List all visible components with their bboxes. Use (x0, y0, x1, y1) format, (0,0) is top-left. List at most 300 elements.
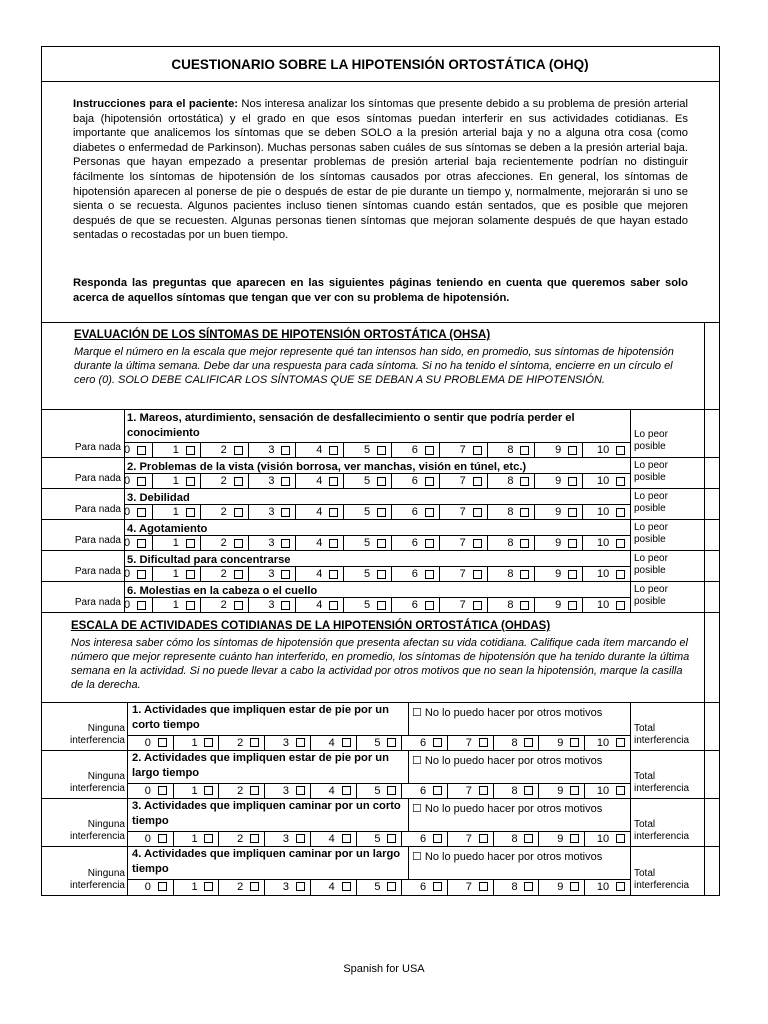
ohsa-item-6-scale-number: 1 (172, 598, 179, 611)
ohsa-left-label: Para nada (74, 566, 121, 577)
ohdas-item-4-scale-option-5[interactable] (356, 879, 402, 895)
ohdas-scale-checkbox[interactable] (616, 834, 625, 843)
ohsa-item-4-scale (124, 535, 630, 550)
ohsa-item-3-scale-checkbox[interactable] (377, 508, 386, 517)
ohsa-item-6-scale-checkbox[interactable] (186, 601, 195, 610)
ohdas-scale-checkbox[interactable] (296, 834, 305, 843)
ohsa-item-1-scale-number: 0 (124, 443, 131, 456)
ohdas-scale-checkbox[interactable] (570, 882, 579, 891)
ohdas-scale-checkbox[interactable] (433, 834, 442, 843)
ohsa-item-6-scale-checkbox[interactable] (616, 601, 625, 610)
ohdas-item-2-scale-option-9[interactable] (538, 783, 584, 798)
ohsa-item-6-scale-checkbox[interactable] (329, 601, 338, 610)
ohsa-item-6-scale-option-7[interactable] (439, 597, 487, 612)
ohsa-item-1-scale-option-1[interactable] (152, 442, 200, 457)
ohdas-right-label-rule (630, 702, 631, 896)
ohdas-scale-checkbox[interactable] (616, 786, 625, 795)
ohdas-item-1-scale-option-1[interactable] (173, 735, 219, 750)
ohdas-item-4-scale-option-6[interactable] (401, 879, 447, 895)
ohdas-scale-checkbox[interactable] (479, 786, 488, 795)
ohsa-item-5-scale (124, 566, 630, 581)
ohsa-item-1-scale-option-3[interactable] (248, 442, 296, 457)
ohsa-item-1-scale-option-0[interactable] (124, 442, 152, 457)
ohdas-scale-checkbox[interactable] (296, 786, 305, 795)
ohdas-split-rule (408, 750, 409, 784)
ohdas-scale-number: 8 (511, 833, 518, 845)
ohdas-scale-checkbox[interactable] (570, 738, 579, 747)
ohsa-item-5-scale-option-8[interactable] (487, 566, 535, 581)
ohsa-item-5-scale-number: 3 (268, 567, 275, 580)
page-border-left (41, 46, 42, 896)
ohdas-item-3-scale-option-5[interactable] (356, 831, 402, 846)
ohsa-item-2-scale-option-7[interactable] (439, 473, 487, 488)
ohsa-item-4-scale-checkbox[interactable] (425, 539, 434, 548)
ohsa-right-label: Lo peor posible (634, 522, 668, 545)
ohdas-item-3-scale-option-4[interactable] (310, 831, 356, 846)
ohsa-item-3-scale-checkbox[interactable] (137, 508, 146, 517)
ohsa-item-6-scale-checkbox[interactable] (137, 601, 146, 610)
ohdas-item-1-scale-option-7[interactable] (447, 735, 493, 750)
ohsa-left-label: Para nada (74, 442, 121, 453)
ohsa-item-4-scale-option-6[interactable] (391, 535, 439, 550)
ohsa-item-1-scale-checkbox[interactable] (137, 446, 146, 455)
ohsa-item-3-scale-option-1[interactable] (152, 504, 200, 519)
ohsa-item-4-scale-checkbox[interactable] (520, 539, 529, 548)
ohdas-scale-checkbox[interactable] (158, 834, 167, 843)
ohsa-item-1-scale-checkbox[interactable] (329, 446, 338, 455)
ohdas-scale-checkbox[interactable] (479, 738, 488, 747)
ohsa-item-3-scale-checkbox[interactable] (568, 508, 577, 517)
ohdas-scale-checkbox[interactable] (342, 786, 351, 795)
ohsa-item-2-scale-option-1[interactable] (152, 473, 200, 488)
ohdas-scale-number: 3 (282, 881, 289, 893)
ohdas-item-2-scale-option-1[interactable] (173, 783, 219, 798)
ohdas-scale-checkbox[interactable] (616, 738, 625, 747)
ohsa-item-1-scale-option-7[interactable] (439, 442, 487, 457)
ohsa-item-2-scale-option-6[interactable] (391, 473, 439, 488)
ohdas-item-2-scale-option-5[interactable] (356, 783, 402, 798)
ohsa-item-6-scale-option-2[interactable] (200, 597, 248, 612)
ohsa-item-1-scale-checkbox[interactable] (377, 446, 386, 455)
ohsa-item-2-scale-number: 1 (172, 474, 179, 487)
ohsa-item-1-scale-option-2[interactable] (200, 442, 248, 457)
ohsa-item-4-scale-option-8[interactable] (487, 535, 535, 550)
ohdas-item-1-scale-option-8[interactable] (493, 735, 539, 750)
ohdas-scale-number: 1 (191, 785, 198, 797)
ohsa-item-3-scale-option-9[interactable] (534, 504, 582, 519)
ohsa-row-bottom-rule (41, 457, 720, 458)
ohsa-item-2-scale-number: 3 (268, 474, 275, 487)
ohsa-item-6-scale-option-4[interactable] (295, 597, 343, 612)
ohsa-item-4-scale-option-7[interactable] (439, 535, 487, 550)
ohdas-item-1-scale-option-6[interactable] (401, 735, 447, 750)
ohdas-item-4-scale-option-8[interactable] (493, 879, 539, 895)
ohsa-item-2-scale-option-5[interactable] (343, 473, 391, 488)
ohsa-item-6-scale-checkbox[interactable] (377, 601, 386, 610)
ohsa-item-5-scale-option-6[interactable] (391, 566, 439, 581)
ohsa-item-4-scale-option-5[interactable] (343, 535, 391, 550)
ohdas-scale-checkbox[interactable] (204, 738, 213, 747)
ohdas-scale-checkbox[interactable] (296, 738, 305, 747)
ohdas-scale-checkbox[interactable] (387, 738, 396, 747)
ohsa-item-5-scale-checkbox[interactable] (234, 570, 243, 579)
ohsa-item-3-scale-option-5[interactable] (343, 504, 391, 519)
ohsa-item-2-scale-checkbox[interactable] (473, 477, 482, 486)
ohsa-item-4-scale-option-4[interactable] (295, 535, 343, 550)
ohdas-item-2-scale-option-7[interactable] (447, 783, 493, 798)
ohsa-item-1-scale-checkbox[interactable] (473, 446, 482, 455)
ohsa-item-4-scale-option-9[interactable] (534, 535, 582, 550)
ohdas-scale-checkbox[interactable] (570, 834, 579, 843)
ohdas-item-4-scale-option-9[interactable] (538, 879, 584, 895)
ohsa-item-3-scale-number: 6 (411, 505, 418, 518)
ohsa-item-3-scale-option-3[interactable] (248, 504, 296, 519)
page-footer: Spanish for USA (343, 963, 425, 975)
ohsa-item-1-scale-checkbox[interactable] (568, 446, 577, 455)
ohdas-item-1-scale-option-4[interactable] (310, 735, 356, 750)
ohsa-item-2-scale-option-9[interactable] (534, 473, 582, 488)
ohsa-item-1-scale-checkbox[interactable] (616, 446, 625, 455)
ohsa-item-1-scale-option-5[interactable] (343, 442, 391, 457)
ohsa-item-2-scale-option-4[interactable] (295, 473, 343, 488)
ohdas-item-3-scale-option-10[interactable] (584, 831, 630, 846)
ohsa-item-3-scale-number: 5 (363, 505, 371, 518)
ohsa-item-6-scale-checkbox[interactable] (520, 601, 529, 610)
ohsa-item-2-scale-checkbox[interactable] (186, 477, 195, 486)
ohsa-item-6-scale-option-6[interactable] (391, 597, 439, 612)
ohdas-scale-checkbox[interactable] (479, 882, 488, 891)
ohdas-scale-checkbox[interactable] (204, 786, 213, 795)
ohsa-item-5-scale-number: 7 (459, 567, 466, 580)
ohdas-scale-number: 10 (596, 881, 610, 893)
ohsa-item-6-scale-option-9[interactable] (534, 597, 582, 612)
ohsa-item-6-scale-checkbox[interactable] (473, 601, 482, 610)
ohsa-item-2-scale-option-0[interactable] (124, 473, 152, 488)
ohsa-right-label-rule (630, 409, 631, 613)
ohsa-item-4-scale-checkbox[interactable] (473, 539, 482, 548)
ohdas-item-1-scale-option-10[interactable] (584, 735, 630, 750)
ohdas-item-4-scale-option-2[interactable] (218, 879, 264, 895)
instructions (73, 97, 688, 243)
ohsa-item-6-scale-option-0[interactable] (124, 597, 152, 612)
ohdas-scale-checkbox[interactable] (342, 882, 351, 891)
ohsa-item-3-scale-checkbox[interactable] (473, 508, 482, 517)
ohdas-scale-checkbox[interactable] (387, 834, 396, 843)
ohdas-item-3-scale-option-9[interactable] (538, 831, 584, 846)
ohsa-item-2-scale-checkbox[interactable] (616, 477, 625, 486)
ohsa-item-4-scale-option-10[interactable] (582, 535, 630, 550)
ohsa-item-3-scale-checkbox[interactable] (281, 508, 290, 517)
ohsa-item-6-scale-option-8[interactable] (487, 597, 535, 612)
ohsa-item-3-scale-option-10[interactable] (582, 504, 630, 519)
ohdas-scale-checkbox[interactable] (524, 786, 533, 795)
ohsa-item-3-scale-checkbox[interactable] (425, 508, 434, 517)
ohsa-item-5-scale-checkbox[interactable] (137, 570, 146, 579)
ohsa-item-1-scale-option-10[interactable] (582, 442, 630, 457)
ohsa-item-2-scale-checkbox[interactable] (425, 477, 434, 486)
ohdas-scale-number: 10 (596, 785, 610, 797)
ohsa-item-5-scale-number: 5 (363, 567, 371, 580)
ohdas-scale-number: 2 (237, 737, 244, 749)
ohsa-item-4-scale-option-0[interactable] (124, 535, 152, 550)
ohdas-item-3-scale-option-8[interactable] (493, 831, 539, 846)
instructions-body: Nos interesa analizar los síntomas que presente debido a su problema de presión arterial baja (hipotensión ortostática) y el grado en que esos síntomas puedan interferir en sus actividades cotidianas. Es importante que analicemos los síntomas que se deben SOLO a la presión arterial baja y no a alguna otra cosa (como diabetes o enfermedad de Parkinson). Muchas personas saben cuáles de sus síntomas se deben a la presión arterial baja. Personas que hayan empezado a presentar problemas de presión arterial baja recientemente podrían no distinguir fácilmente los síntomas de hipotensión de los síntomas causados por otras afecciones. En general, los síntomas de hipotensión aparecen al ponerse de pie o después de estar de pie durante un tiempo y, normalmente, mejorarán si uno se sienta o se recuesta. Algunos pacientes incluso tienen síntomas cuando están sentados, que es posible que mejoren después de que se recuesten. Algunas personas tienen síntomas que mejoran solamente después de que hayan estado sentadas o recostadas por un buen tiempo. (73, 98, 688, 242)
ohsa-item-2-scale-checkbox[interactable] (281, 477, 290, 486)
ohsa-item-3-scale-option-4[interactable] (295, 504, 343, 519)
ohsa-row-bottom-rule (41, 488, 720, 489)
ohdas-item-2-scale-option-0[interactable] (127, 783, 173, 798)
ohdas-item-4-scale-option-10[interactable] (584, 879, 630, 895)
ohdas-scale-checkbox[interactable] (342, 834, 351, 843)
ohdas-scale-checkbox[interactable] (250, 834, 259, 843)
ohdas-item-4-scale-option-7[interactable] (447, 879, 493, 895)
ohsa-row-bottom-rule (41, 519, 720, 520)
ohsa-item-4-scale-checkbox[interactable] (329, 539, 338, 548)
ohdas-item-1-scale-option-2[interactable] (218, 735, 264, 750)
ohsa-item-4-scale-checkbox[interactable] (616, 539, 625, 548)
ohdas-item-1-scale-option-9[interactable] (538, 735, 584, 750)
ohsa-item-4-scale-checkbox[interactable] (568, 539, 577, 548)
ohsa-item-1-scale-option-6[interactable] (391, 442, 439, 457)
ohdas-right-label: Total interferencia (634, 868, 690, 891)
ohsa-item-5-scale-number: 0 (124, 567, 131, 580)
ohdas-item-2-scale-option-10[interactable] (584, 783, 630, 798)
ohdas-scale-number: 5 (374, 737, 381, 749)
page-title: CUESTIONARIO SOBRE LA HIPOTENSIÓN ORTOSTÁTICA (OHQ) (171, 57, 589, 72)
ohsa-item-5-scale-checkbox[interactable] (186, 570, 195, 579)
ohdas-item-2-scale-option-2[interactable] (218, 783, 264, 798)
ohsa-item-1-scale-number: 6 (411, 443, 418, 456)
ohdas-item-3-scale-option-2[interactable] (218, 831, 264, 846)
ohdas-split-rule (408, 702, 409, 736)
ohsa-item-6-scale-number: 0 (124, 598, 131, 611)
ohsa-item-3-scale-number: 1 (172, 505, 179, 518)
ohdas-item-4-scale-option-3[interactable] (264, 879, 310, 895)
ohsa-item-4-scale-checkbox[interactable] (234, 539, 243, 548)
ohdas-scale-checkbox[interactable] (524, 834, 533, 843)
ohsa-item-1-scale-checkbox[interactable] (186, 446, 195, 455)
ohsa-item-1-scale-option-8[interactable] (487, 442, 535, 457)
ohdas-scale-number: 0 (144, 833, 151, 845)
ohdas-scale-number: 9 (557, 785, 564, 797)
ohdas-scale-checkbox[interactable] (433, 786, 442, 795)
ohdas-item-1-scale-option-5[interactable] (356, 735, 402, 750)
ohdas-item-2-other-reason[interactable]: ☐ No lo puedo hacer por otros motivos (412, 755, 603, 767)
ohdas-scale-checkbox[interactable] (433, 882, 442, 891)
ohsa-item-3-scale-checkbox[interactable] (329, 508, 338, 517)
ohsa-item-2-scale-checkbox[interactable] (234, 477, 243, 486)
ohdas-item-3-scale-option-7[interactable] (447, 831, 493, 846)
ohsa-item-6-scale-number: 4 (316, 598, 323, 611)
ohdas-scale-checkbox[interactable] (433, 738, 442, 747)
ohdas-item-1-scale-option-0[interactable] (127, 735, 173, 750)
ohdas-scale-number: 3 (282, 737, 289, 749)
ohdas-scale-checkbox[interactable] (479, 834, 488, 843)
ohdas-scale-number: 9 (557, 737, 564, 749)
ohsa-item-2-scale-checkbox[interactable] (568, 477, 577, 486)
ohsa-item-4-scale-checkbox[interactable] (186, 539, 195, 548)
ohdas-item-2-scale-option-6[interactable] (401, 783, 447, 798)
ohsa-item-1-scale-checkbox[interactable] (281, 446, 290, 455)
ohdas-item-3-scale-option-1[interactable] (173, 831, 219, 846)
ohdas-scale-checkbox[interactable] (250, 882, 259, 891)
ohsa-item-5-scale-option-4[interactable] (295, 566, 343, 581)
ohsa-item-2-scale-number: 8 (507, 474, 514, 487)
ohsa-item-6-scale-option-5[interactable] (343, 597, 391, 612)
ohsa-item-5-scale-checkbox[interactable] (377, 570, 386, 579)
ohsa-item-4-scale-option-2[interactable] (200, 535, 248, 550)
ohsa-left-label: Para nada (74, 504, 121, 515)
ohsa-item-3-scale-checkbox[interactable] (186, 508, 195, 517)
ohsa-item-3-scale-option-0[interactable] (124, 504, 152, 519)
ohsa-item-1-scale-checkbox[interactable] (425, 446, 434, 455)
ohdas-scale-number: 7 (465, 785, 472, 797)
ohsa-item-5-scale-checkbox[interactable] (473, 570, 482, 579)
ohsa-item-6-scale-checkbox[interactable] (568, 601, 577, 610)
ohdas-item-3-text: 3. Actividades que impliquen caminar por un corto tiempo (132, 800, 401, 827)
ohsa-item-2-scale-number: 4 (316, 474, 323, 487)
ohsa-item-5-scale-checkbox[interactable] (281, 570, 290, 579)
ohdas-item-3-other-reason[interactable]: ☐ No lo puedo hacer por otros motivos (412, 803, 603, 815)
ohdas-item-1-other-reason[interactable]: ☐ No lo puedo hacer por otros motivos (412, 707, 603, 719)
ohsa-item-4-scale-number: 0 (124, 536, 131, 549)
ohsa-item-1-scale-checkbox[interactable] (520, 446, 529, 455)
ohdas-item-3-scale-option-0[interactable] (127, 831, 173, 846)
ohdas-item-3-scale-option-6[interactable] (401, 831, 447, 846)
ohsa-item-2-scale-checkbox[interactable] (329, 477, 338, 486)
ohsa-item-1-scale-option-4[interactable] (295, 442, 343, 457)
ohdas-item-2-scale-option-3[interactable] (264, 783, 310, 798)
ohsa-item-2-scale-checkbox[interactable] (377, 477, 386, 486)
ohdas-scale-checkbox[interactable] (158, 786, 167, 795)
ohdas-item-1-scale-option-3[interactable] (264, 735, 310, 750)
ohsa-item-4-scale-checkbox[interactable] (137, 539, 146, 548)
ohdas-scale-number: 6 (420, 785, 427, 797)
ohdas-scale-number: 4 (328, 833, 335, 845)
ohdas-scale-number: 3 (282, 785, 289, 797)
ohsa-item-5-scale-option-1[interactable] (152, 566, 200, 581)
ohdas-scale-checkbox[interactable] (204, 834, 213, 843)
ohsa-item-3-scale-checkbox[interactable] (234, 508, 243, 517)
ohdas-item-2-text: 2. Actividades que impliquen estar de pie por un largo tiempo (132, 752, 389, 779)
ohsa-item-3-scale-option-6[interactable] (391, 504, 439, 519)
ohsa-item-2-scale-option-2[interactable] (200, 473, 248, 488)
ohsa-item-5-scale-checkbox[interactable] (425, 570, 434, 579)
ohsa-item-3-scale-checkbox[interactable] (616, 508, 625, 517)
ohdas-right-label: Total interferencia (634, 771, 690, 794)
ohsa-item-6-scale-checkbox[interactable] (281, 601, 290, 610)
ohsa-item-5-scale-checkbox[interactable] (568, 570, 577, 579)
ohsa-item-1-scale-checkbox[interactable] (234, 446, 243, 455)
ohdas-item-2-scale-option-4[interactable] (310, 783, 356, 798)
ohsa-item-2-scale-option-8[interactable] (487, 473, 535, 488)
ohsa-item-3-scale-option-2[interactable] (200, 504, 248, 519)
ohsa-item-5-scale-option-0[interactable] (124, 566, 152, 581)
ohsa-item-2-scale-checkbox[interactable] (520, 477, 529, 486)
ohdas-scale-number: 4 (328, 737, 335, 749)
ohsa-item-6-scale-option-3[interactable] (248, 597, 296, 612)
ohdas-scale-checkbox[interactable] (296, 882, 305, 891)
ohsa-item-4-scale-option-3[interactable] (248, 535, 296, 550)
ohsa-item-2-scale-option-3[interactable] (248, 473, 296, 488)
ohdas-scale-checkbox[interactable] (524, 738, 533, 747)
ohsa-right-label: Lo peor posible (634, 553, 668, 576)
ohdas-scale-checkbox[interactable] (387, 882, 396, 891)
ohsa-item-3-scale-option-8[interactable] (487, 504, 535, 519)
ohsa-item-4-scale-option-1[interactable] (152, 535, 200, 550)
ohsa-item-6-scale-number: 3 (268, 598, 275, 611)
ohsa-item-5-scale-option-9[interactable] (534, 566, 582, 581)
ohdas-item-3-scale-option-3[interactable] (264, 831, 310, 846)
ohdas-scale-checkbox[interactable] (250, 738, 259, 747)
ohsa-item-2-scale-option-10[interactable] (582, 473, 630, 488)
ohdas-scale-checkbox[interactable] (524, 882, 533, 891)
ohsa-item-5-scale-option-2[interactable] (200, 566, 248, 581)
ohsa-item-6-scale-option-10[interactable] (582, 597, 630, 612)
ohdas-scale-number: 10 (596, 737, 610, 749)
ohsa-item-4-scale-checkbox[interactable] (377, 539, 386, 548)
ohsa-item-1-scale-number: 8 (507, 443, 514, 456)
ohsa-item-4-scale-checkbox[interactable] (281, 539, 290, 548)
ohdas-scale-checkbox[interactable] (250, 786, 259, 795)
ohsa-item-5-scale-option-10[interactable] (582, 566, 630, 581)
ohdas-scale-checkbox[interactable] (158, 738, 167, 747)
ohsa-item-3-scale-checkbox[interactable] (520, 508, 529, 517)
ohsa-item-5-scale-option-3[interactable] (248, 566, 296, 581)
ohdas-scale-number: 1 (191, 833, 198, 845)
ohsa-item-1-scale-option-9[interactable] (534, 442, 582, 457)
ohdas-row-bottom-rule (41, 895, 720, 896)
ohdas-scale-checkbox[interactable] (387, 786, 396, 795)
ohdas-scale-number: 6 (420, 833, 427, 845)
ohdas-scale-checkbox[interactable] (342, 738, 351, 747)
ohsa-item-6-scale-number: 8 (507, 598, 514, 611)
ohdas-item-4-scale-option-1[interactable] (173, 879, 219, 895)
ohdas-item-2-scale-option-8[interactable] (493, 783, 539, 798)
ohdas-item-4-other-reason[interactable]: ☐ No lo puedo hacer por otros motivos (412, 851, 603, 863)
ohdas-item-4-scale-option-0[interactable] (127, 879, 173, 895)
ohsa-item-2-scale-number: 5 (363, 474, 371, 487)
ohsa-item-2-scale-checkbox[interactable] (137, 477, 146, 486)
ohsa-item-1-scale-number: 10 (596, 443, 610, 456)
ohsa-left-label: Para nada (74, 535, 121, 546)
ohdas-scale-checkbox[interactable] (570, 786, 579, 795)
ohsa-item-5-scale-option-7[interactable] (439, 566, 487, 581)
ohsa-description: Marque el número en la escala que mejor represente qué tan intensos han sido, en promedio, sus síntomas de hipotensión durante la última semana. Debe dar una respuesta para cada síntoma. Si no ha tenido el síntoma, encierre en un círculo el cero (0). SOLO DEBE CALIFICAR LOS SÍNTOMAS QUE SE DEBAN A SU PROBLEMA DE HIPOTENSIÓN. (74, 346, 674, 386)
ohsa-item-5-scale-checkbox[interactable] (616, 570, 625, 579)
ohsa-item-5-scale-checkbox[interactable] (329, 570, 338, 579)
ohsa-item-4-scale-number: 7 (459, 536, 466, 549)
ohsa-row-bottom-rule (41, 612, 720, 613)
ohsa-item-2-scale-number: 9 (555, 474, 562, 487)
ohsa-item-6-scale-checkbox[interactable] (425, 601, 434, 610)
ohdas-item-4-scale-option-4[interactable] (310, 879, 356, 895)
ohdas-scale-number: 5 (374, 833, 381, 845)
ohdas-scale-checkbox[interactable] (158, 882, 167, 891)
ohdas-scale-number: 6 (420, 881, 427, 893)
ohdas-scale-checkbox[interactable] (204, 882, 213, 891)
ohsa-item-5-scale-option-5[interactable] (343, 566, 391, 581)
ohsa-item-1-scale (124, 442, 630, 457)
ohsa-item-6-scale-checkbox[interactable] (234, 601, 243, 610)
ohsa-item-3-scale-option-7[interactable] (439, 504, 487, 519)
ohsa-item-6-scale-option-1[interactable] (152, 597, 200, 612)
ohdas-scale-number: 7 (465, 833, 472, 845)
ohdas-scale-checkbox[interactable] (616, 882, 625, 891)
ohdas-item-4-scale (127, 879, 630, 895)
ohsa-item-5-scale-checkbox[interactable] (520, 570, 529, 579)
ohdas-scale-number: 1 (191, 737, 198, 749)
